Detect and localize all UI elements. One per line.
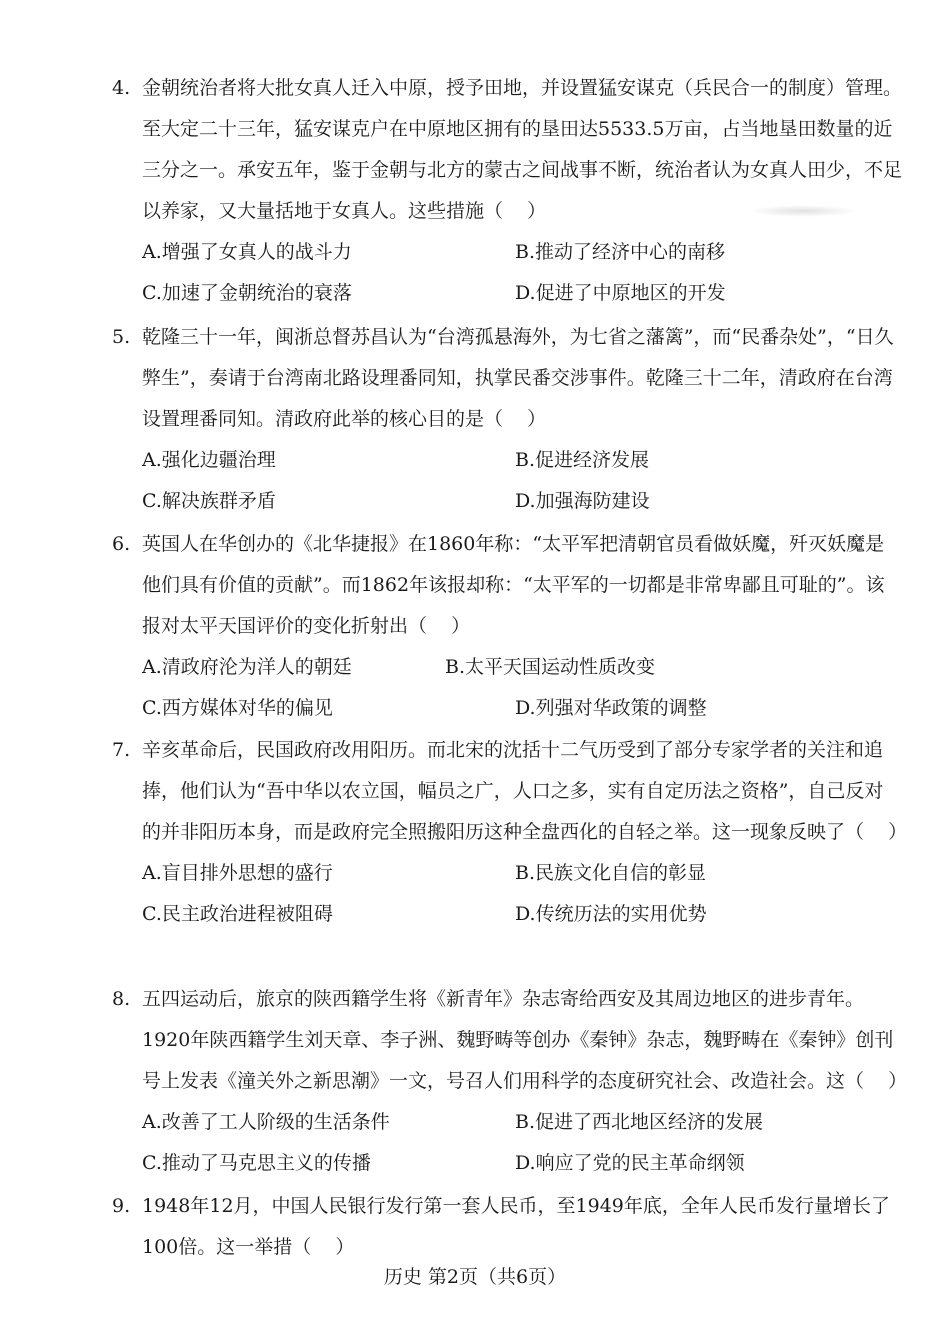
options-row-2: [142, 481, 902, 522]
question-stem: 辛亥革命后，民国政府改用阳历。而北宋的沈括十二气历受到了部分专家学者的关注和追捧，他们认为“吾中华以农立国，幅员之广，人口之多，实有自定历法之资格”，自己反对的并非阳历本身，而是政府完全照搬阳历这种全盘西化的自轻之举。这一现象反映了（ ）: [142, 739, 908, 843]
option-b[interactable]: B.太平天国运动性质改变: [445, 656, 656, 678]
option-b[interactable]: B.推动了经济中心的南移: [515, 241, 726, 263]
option-d[interactable]: D.加强海防建设: [515, 490, 650, 512]
question-6: [112, 524, 902, 729]
options-row-1: [142, 1102, 902, 1143]
option-c[interactable]: C.西方媒体对华的偏见: [142, 697, 333, 719]
page-footer: 历史 第2页（共6页）: [383, 1266, 567, 1288]
option-c[interactable]: C.推动了马克思主义的传播: [142, 1152, 371, 1174]
question-number: 6.: [112, 533, 131, 555]
question-stem: 五四运动后，旅京的陕西籍学生将《新青年》杂志寄给西安及其周边地区的进步青年。1920年陕西籍学生刘天章、李子洲、魏野畴等创办《秦钟》杂志，魏野畴在《秦钟》创刊号上发表《潼关外之新思潮》一文，号召人们用科学的态度研究社会、改造社会。这（ ）: [142, 988, 908, 1092]
option-d[interactable]: D.响应了党的民主革命纲领: [515, 1152, 745, 1174]
option-a[interactable]: A.盲目排外思想的盛行: [142, 862, 333, 884]
options-row-2: [142, 273, 902, 314]
question-9: [112, 1186, 902, 1268]
question-stem: 1948年12月，中国人民银行发行第一套人民币，至1949年底，全年人民币发行量增长了100倍。这一举措（ ）: [142, 1195, 890, 1258]
options-row-2: [142, 894, 902, 935]
question-number: 9.: [112, 1195, 131, 1217]
question-stem: 英国人在华创办的《北华捷报》在1860年称：“太平军把清朝官员看做妖魔，歼灭妖魔是他们具有价值的贡献”。而1862年该报却称：“太平军的一切都是非常卑鄙且可耻的”。该报对太平天国评价的变化折射出（ ）: [142, 533, 885, 637]
question-8: [112, 979, 908, 1184]
option-a[interactable]: A.强化边疆治理: [142, 449, 276, 471]
option-c[interactable]: C.民主政治进程被阻碍: [142, 903, 333, 925]
options-row-1: [142, 440, 902, 481]
question-number: 4.: [112, 77, 131, 99]
option-a[interactable]: A.增强了女真人的战斗力: [142, 241, 352, 263]
options-row-1: [142, 853, 902, 894]
option-b[interactable]: B.民族文化自信的彰显: [515, 862, 707, 884]
question-stem: 金朝统治者将大批女真人迁入中原，授予田地，并设置猛安谋克（兵民合一的制度）管理。至大定二十三年，猛安谋克户在中原地区拥有的垦田达5533.5万亩，占当地垦田数量的近三分之一。承安五年，鉴于金朝与北方的蒙古之间战事不断，统治者认为女真人田少，不足以养家，又大量括地于女真人。这些措施（ ）: [142, 77, 903, 222]
option-c[interactable]: C.加速了金朝统治的衰落: [142, 282, 352, 304]
option-d[interactable]: D.传统历法的实用优势: [515, 903, 707, 925]
options-row-2: [142, 688, 902, 729]
question-number: 7.: [112, 739, 131, 761]
question-4: [112, 68, 902, 314]
options-row-1: [142, 232, 902, 273]
question-5: [112, 317, 902, 522]
option-d[interactable]: D.促进了中原地区的开发: [515, 282, 726, 304]
option-a[interactable]: A.清政府沦为洋人的朝廷: [142, 656, 352, 678]
question-stem: 乾隆三十一年，闽浙总督苏昌认为“台湾孤悬海外，为七省之藩篱”，而“民番杂处”，“日久弊生”，奏请于台湾南北路设理番同知，执掌民番交涉事件。乾隆三十二年，清政府在台湾设置理番同知。清政府此举的核心目的是（ ）: [142, 326, 894, 430]
option-b[interactable]: B.促进经济发展: [515, 449, 650, 471]
option-a[interactable]: A.改善了工人阶级的生活条件: [142, 1111, 390, 1133]
option-c[interactable]: C.解决族群矛盾: [142, 490, 276, 512]
option-d[interactable]: D.列强对华政策的调整: [515, 697, 707, 719]
question-number: 8.: [112, 988, 131, 1010]
option-b[interactable]: B.促进了西北地区经济的发展: [515, 1111, 764, 1133]
options-row-1: [142, 647, 902, 688]
question-number: 5.: [112, 326, 131, 348]
options-row-2: [142, 1143, 902, 1184]
question-7: [112, 730, 908, 935]
